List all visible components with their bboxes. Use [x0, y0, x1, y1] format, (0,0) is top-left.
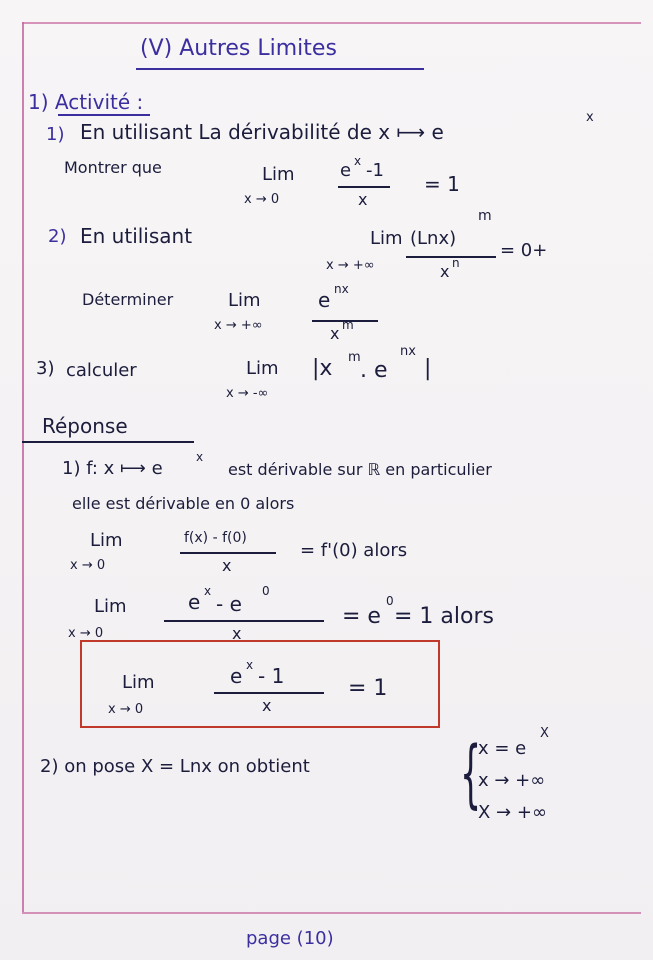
- r1-b-num-e: e: [188, 590, 201, 614]
- r1-line1: 1) f: x ⟼ e: [62, 458, 163, 479]
- r1-a-lim-under: x → 0: [70, 558, 106, 573]
- reponse-underline: [22, 441, 194, 443]
- q1-num-e: e: [340, 160, 352, 181]
- r1-a-den: x: [222, 556, 232, 575]
- q2-den-exp: n: [452, 256, 460, 270]
- q2-num2-exp: nx: [334, 282, 349, 296]
- q2-fraction-bar: [406, 256, 496, 258]
- margin-line: [22, 22, 24, 912]
- r1-a-num: f(x) - f(0): [184, 530, 247, 546]
- q3-lim-under: x → -∞: [226, 386, 269, 401]
- activite-label: 1) Activité :: [28, 90, 144, 114]
- q1-num-exp: x: [354, 154, 362, 168]
- q2-number: 2): [48, 226, 67, 247]
- q1-den: x: [358, 190, 368, 209]
- r2-sys1-exp: X: [540, 726, 549, 741]
- q2-lim2-under: x → +∞: [214, 318, 263, 333]
- section-title: (V) Autres Limites: [140, 36, 337, 61]
- q1-exponent: x: [586, 110, 594, 125]
- r1-b-lim: Lim: [94, 596, 127, 617]
- r1-b-num-exp: x: [204, 584, 212, 598]
- top-rule: [22, 22, 641, 24]
- r2-sys1: x = e: [478, 738, 527, 759]
- r1-a-result: = f'(0) alors: [300, 540, 408, 561]
- q2-lim: Lim: [370, 228, 403, 249]
- r1-line1-exp: x: [196, 450, 204, 464]
- q2-text: En utilisant: [80, 224, 193, 248]
- q3-expr-close: |: [424, 356, 432, 381]
- r1-b-lim-under: x → 0: [68, 626, 104, 641]
- reponse-label: Réponse: [42, 414, 128, 438]
- q2-determine: Déterminer: [82, 290, 174, 309]
- activite-underline: [58, 114, 150, 116]
- r2-sys2: x → +∞: [478, 770, 546, 791]
- r1-c-den: x: [262, 696, 272, 715]
- r1-a-fraction-bar: [180, 552, 276, 554]
- r1-c-result: = 1: [348, 676, 388, 701]
- q2-num: (Lnx): [410, 228, 457, 249]
- q3-expr-exp1: m: [348, 350, 361, 365]
- r1-b-result-exp: 0: [386, 594, 394, 608]
- r1-b-den: x: [232, 624, 242, 643]
- r1-b-num-mid: - e: [216, 592, 242, 616]
- q3-expr-exp2: nx: [400, 344, 416, 359]
- r1-c-num-exp: x: [246, 658, 254, 672]
- q1-result: = 1: [424, 172, 460, 196]
- r1-c-num-tail: - 1: [258, 664, 285, 688]
- r1-c-lim-under: x → 0: [108, 702, 144, 717]
- q2-lim2: Lim: [228, 290, 261, 311]
- r2-line: 2) on pose X = Lnx on obtient: [40, 756, 310, 777]
- q1-lim: Lim: [262, 164, 295, 185]
- r1-b-result-e: = e: [342, 604, 381, 629]
- r1-a-lim: Lim: [90, 530, 123, 551]
- q2-lim-under: x → +∞: [326, 258, 375, 273]
- system-brace: {: [460, 731, 482, 817]
- r1-line2: elle est dérivable en 0 alors: [72, 494, 295, 513]
- q1-lim-under: x → 0: [244, 192, 280, 207]
- r1-c-fraction-bar: [214, 692, 324, 694]
- q2-result: = 0+: [500, 240, 548, 261]
- r1-line1-tail: est dérivable sur ℝ en particulier: [228, 460, 492, 479]
- title-underline: [136, 68, 424, 70]
- q2-den2-exp: m: [342, 318, 354, 332]
- q3-text: calculer: [66, 360, 137, 381]
- r2-sys3: X → +∞: [478, 802, 547, 823]
- bottom-rule: [22, 912, 641, 914]
- q1-show: Montrer que: [64, 158, 162, 177]
- r1-c-lim: Lim: [122, 672, 155, 693]
- q3-lim: Lim: [246, 358, 279, 379]
- q1-text: En utilisant La dérivabilité de x ⟼ e: [80, 120, 444, 144]
- r1-b-result-tail: = 1 alors: [394, 604, 494, 629]
- r1-b-num-exp2: 0: [262, 584, 270, 598]
- q1-number: 1): [46, 124, 65, 145]
- r1-c-num-e: e: [230, 664, 243, 688]
- r1-b-fraction-bar: [164, 620, 324, 622]
- q3-expr-mid: . e: [360, 358, 388, 383]
- q1-num-tail: -1: [366, 160, 384, 181]
- q1-fraction-bar: [338, 186, 390, 188]
- q3-expr-open: |x: [312, 356, 333, 381]
- q3-number: 3): [36, 358, 55, 379]
- q2-den2: x: [330, 324, 340, 343]
- q2-den: x: [440, 262, 450, 281]
- q2-num2: e: [318, 288, 331, 312]
- page-number: page (10): [246, 928, 334, 949]
- q2-num-exp: m: [478, 208, 492, 224]
